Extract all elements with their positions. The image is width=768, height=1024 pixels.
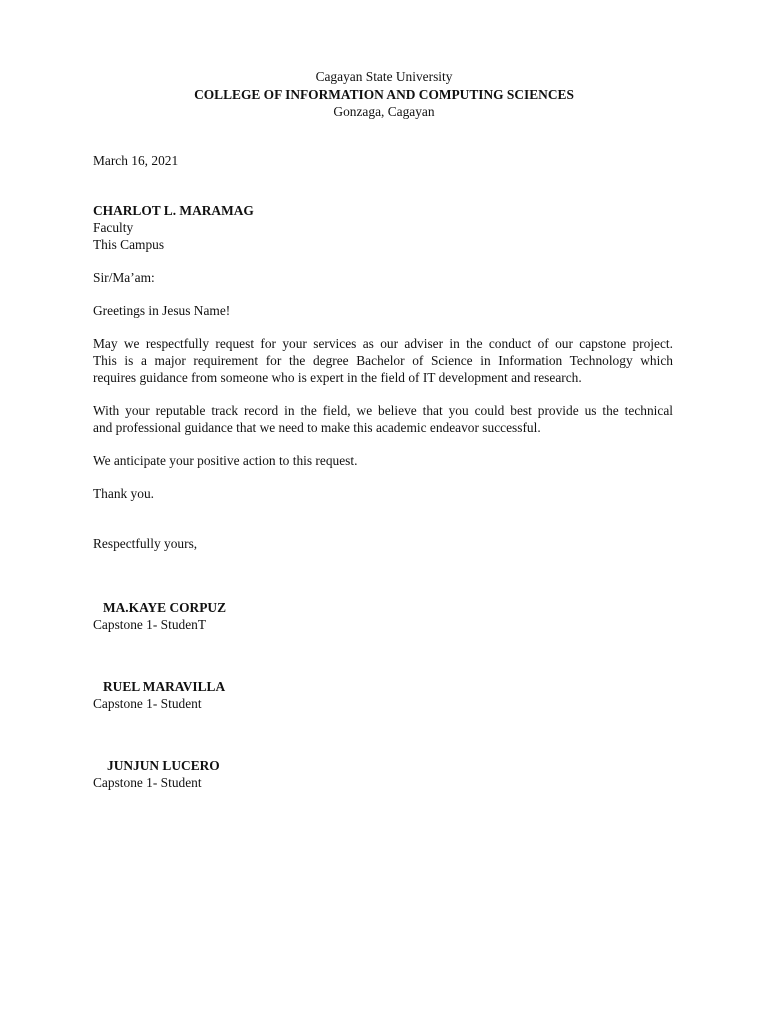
salutation: Sir/Ma’am: — [93, 270, 155, 285]
signatory-role: Capstone 1- StudenT — [93, 617, 207, 632]
letter-date: March 16, 2021 — [93, 153, 179, 168]
recipient-name: CHARLOT L. MARAMAG — [93, 203, 254, 218]
paragraph-1-line: requires guidance from someone who is expert in the field of IT development and research. — [93, 370, 582, 385]
recipient-position: Faculty — [93, 220, 134, 235]
university-name: Cagayan State University — [315, 69, 453, 84]
paragraph-2-line: and professional guidance that we need to make this academic endeavor successful. — [93, 420, 541, 435]
paragraph-1-line: May we respectfully request for your services as our adviser in the conduct of our capstone project. — [93, 336, 673, 351]
signatory-role: Capstone 1- Student — [93, 775, 202, 790]
paragraph-2-line: With your reputable track record in the field, we believe that you could best provide us the technical — [93, 403, 673, 418]
greeting: Greetings in Jesus Name! — [93, 303, 231, 318]
signatory-name: JUNJUN LUCERO — [107, 758, 220, 773]
thank-you: Thank you. — [93, 486, 154, 501]
signatory-name: MA.KAYE CORPUZ — [103, 600, 226, 615]
college-name: COLLEGE OF INFORMATION AND COMPUTING SCIENCES — [194, 87, 574, 102]
body-paragraph-3: We anticipate your positive action to this request. — [93, 453, 358, 468]
recipient-address: This Campus — [93, 237, 165, 252]
body-paragraph-1 — [93, 335, 673, 386]
signatory-name: RUEL MARAVILLA — [103, 679, 226, 694]
college-location: Gonzaga, Cagayan — [333, 104, 435, 119]
body-paragraph-2 — [93, 402, 673, 436]
paragraph-1-line: This is a major requirement for the degree Bachelor of Science in Information Technology which — [93, 353, 673, 368]
signatory-role: Capstone 1- Student — [93, 696, 202, 711]
closing: Respectfully yours, — [93, 536, 198, 551]
